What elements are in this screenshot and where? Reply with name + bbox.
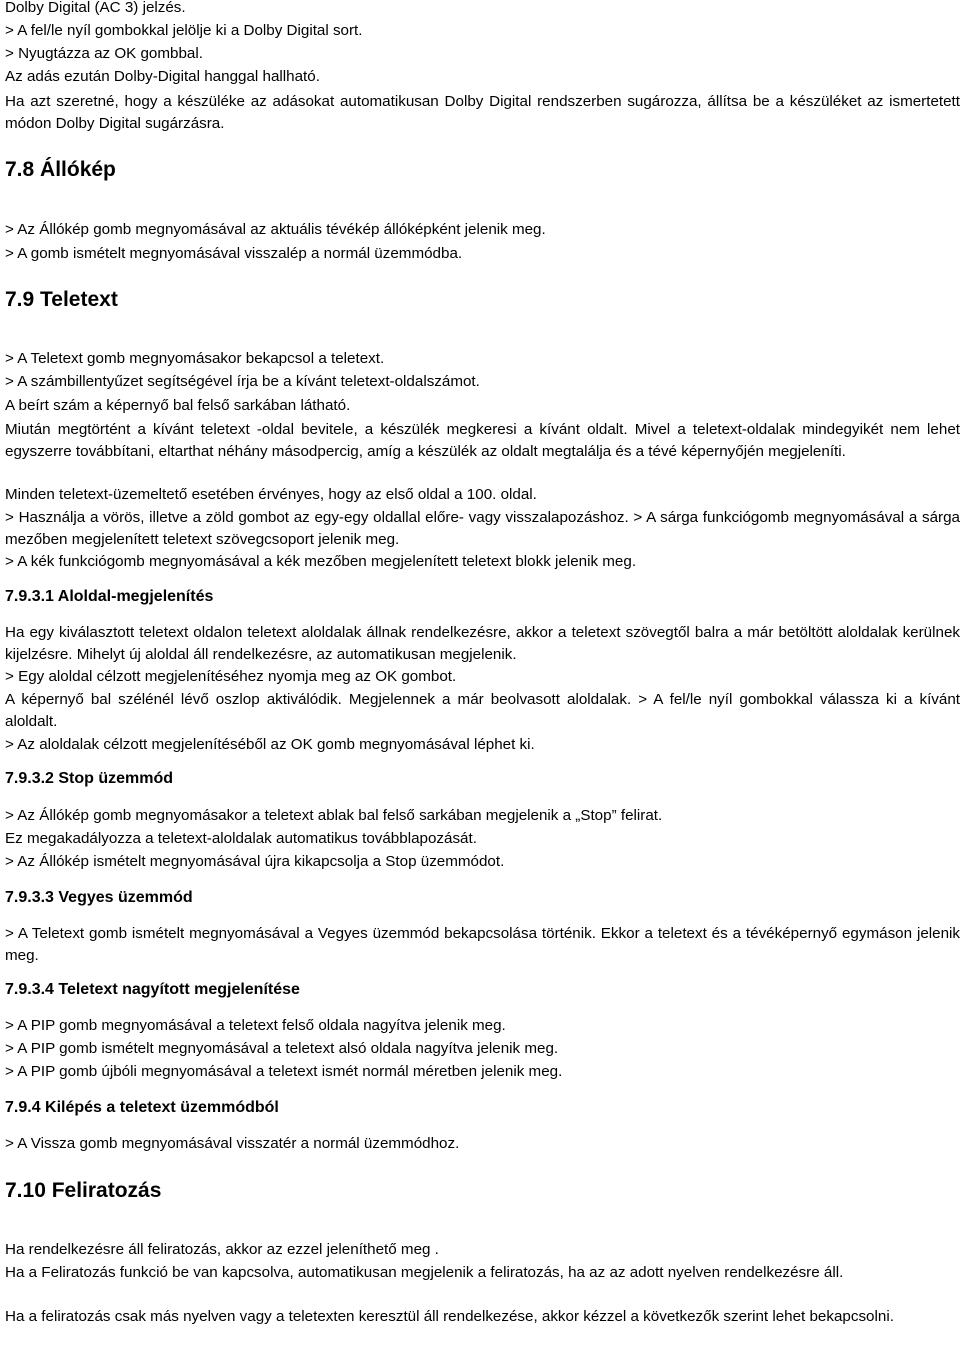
s7934-line-2: > A PIP gomb ismételt megnyomásával a teletext alsó oldala nagyítva jelenik meg. (5, 1040, 559, 1057)
s79-line-1: > A Teletext gomb megnyomásakor bekapcsol a teletext. (5, 350, 385, 367)
s79-paragraph-color-buttons: > Használja a vörös, illetve a zöld gombot az egy-egy oldallal előre- vagy visszalapozáshoz. > A sárga funkciógomb megnyomásával a sárga mezőben megjelenített teletext szövegcsoport jelenik meg. (5, 509, 960, 548)
intro-line-dolby-audio: Az adás ezután Dolby-Digital hanggal hallható. (5, 68, 320, 85)
s7931-paragraph-1: Ha egy kiválasztott teletext oldalon teletext aloldalak állnak rendelkezésre, akkor a teletext szövegtől balra a már betöltött aloldalak kerülnek kijelzésre. Mihelyt új aloldal áll rendelkezésre, az automatikusan megjelenik. (5, 624, 960, 663)
s710-paragraph-3: Ha a feliratozás csak más nyelven vagy a teletexten keresztül áll rendelkezése, akkor kézzel a következők szerint lehet bekapcsolni. (5, 1308, 894, 1325)
s7932-line-1: > Az Állókép gomb megnyomásakor a teletext ablak bal felső sarkában megjelenik a „Stop” felirat. (5, 807, 663, 824)
s710-paragraph-2: Ha a Feliratozás funkció be van kapcsolva, automatikusan megjelenik a feliratozás, ha az az adott nyelven rendelkezésre áll. (5, 1264, 844, 1281)
s794-line-1: > A Vissza gomb megnyomásával visszatér a normál üzemmódhoz. (5, 1135, 460, 1152)
s7933-paragraph-1: > A Teletext gomb ismételt megnyomásával a Vegyes üzemmód bekapcsolása történik. Ekkor a teletext és a tévéképernyő egymáson jelenik meg. (5, 925, 960, 964)
s78-line-2: > A gomb ismételt megnyomásával visszalép a normál üzemmódba. (5, 245, 463, 262)
intro-line-confirm-ok: > Nyugtázza az OK gombbal. (5, 45, 203, 62)
s79-line-3: A beírt szám a képernyő bal felső sarkában látható. (5, 397, 351, 414)
s7931-paragraph-3: A képernyő bal szélénél lévő oszlop aktiválódik. Megjelennek a már beolvasott aloldalak. > A fel/le nyíl gombokkal válassza ki a kívánt aloldalt. (5, 691, 960, 730)
heading-7-10: 7.10 Feliratozás (5, 1179, 162, 1202)
s7932-line-3: > Az Állókép ismételt megnyomásával újra kikapcsolja a Stop üzemmódot. (5, 853, 505, 870)
s7934-line-1: > A PIP gomb megnyomásával a teletext felső oldala nagyítva jelenik meg. (5, 1017, 506, 1034)
s78-line-1: > Az Állókép gomb megnyomásával az aktuális tévékép állóképként jelenik meg. (5, 221, 546, 238)
s7932-line-2: Ez megakadályozza a teletext-aloldalak automatikus továbblapozását. (5, 830, 477, 847)
s79-line-2: > A számbillentyűzet segítségével írja be a kívánt teletext-oldalszámot. (5, 373, 480, 390)
heading-7-9-3-4: 7.9.3.4 Teletext nagyított megjelenítése (5, 981, 300, 998)
heading-7-9-3-2: 7.9.3.2 Stop üzemmód (5, 770, 174, 787)
s710-line-1: Ha rendelkezésre áll feliratozás, akkor az ezzel jeleníthető meg . (5, 1241, 439, 1258)
intro-paragraph-auto-dolby: Ha azt szeretné, hogy a készüléke az adásokat automatikusan Dolby Digital rendszerben sugározza, állítsa be a készüléket az ismertetett módon Dolby Digital sugárzásra. (5, 93, 960, 132)
heading-7-9-3-1: 7.9.3.1 Aloldal-megjelenítés (5, 588, 214, 605)
intro-line-dolby-signal: Dolby Digital (AC 3) jelzés. (5, 0, 186, 16)
heading-7-8: 7.8 Állókép (5, 158, 116, 181)
s79-line-first-page: Minden teletext-üzemeltető esetében érvényes, hogy az első oldal a 100. oldal. (5, 486, 537, 503)
s7931-line-4: > Az aloldalak célzott megjelenítéséből az OK gomb megnyomásával léphet ki. (5, 736, 535, 753)
s79-line-blue-button: > A kék funkciógomb megnyomásával a kék mezőben megjelenített teletext blokk jelenik meg. (5, 553, 637, 570)
intro-line-select-dolby: > A fel/le nyíl gombokkal jelölje ki a Dolby Digital sort. (5, 22, 363, 39)
s7931-line-2: > Egy aloldal célzott megjelenítéséhez nyomja meg az OK gombot. (5, 668, 457, 685)
heading-7-9-3-3: 7.9.3.3 Vegyes üzemmód (5, 889, 193, 906)
s79-paragraph-search: Miután megtörtént a kívánt teletext -oldal bevitele, a készülék megkeresi a kívánt oldalt. Mivel a teletext-oldalak mindegyikét nem lehet egyszerre továbbítani, eltarthat néhány másodpercig, amíg a készülék az oldalt megtalálja és a tévé képernyőjén megjeleníti. (5, 421, 960, 460)
heading-7-9-4: 7.9.4 Kilépés a teletext üzemmódból (5, 1099, 279, 1116)
heading-7-9: 7.9 Teletext (5, 288, 118, 311)
s7934-line-3: > A PIP gomb újbóli megnyomásával a teletext ismét normál méretben jelenik meg. (5, 1063, 563, 1080)
